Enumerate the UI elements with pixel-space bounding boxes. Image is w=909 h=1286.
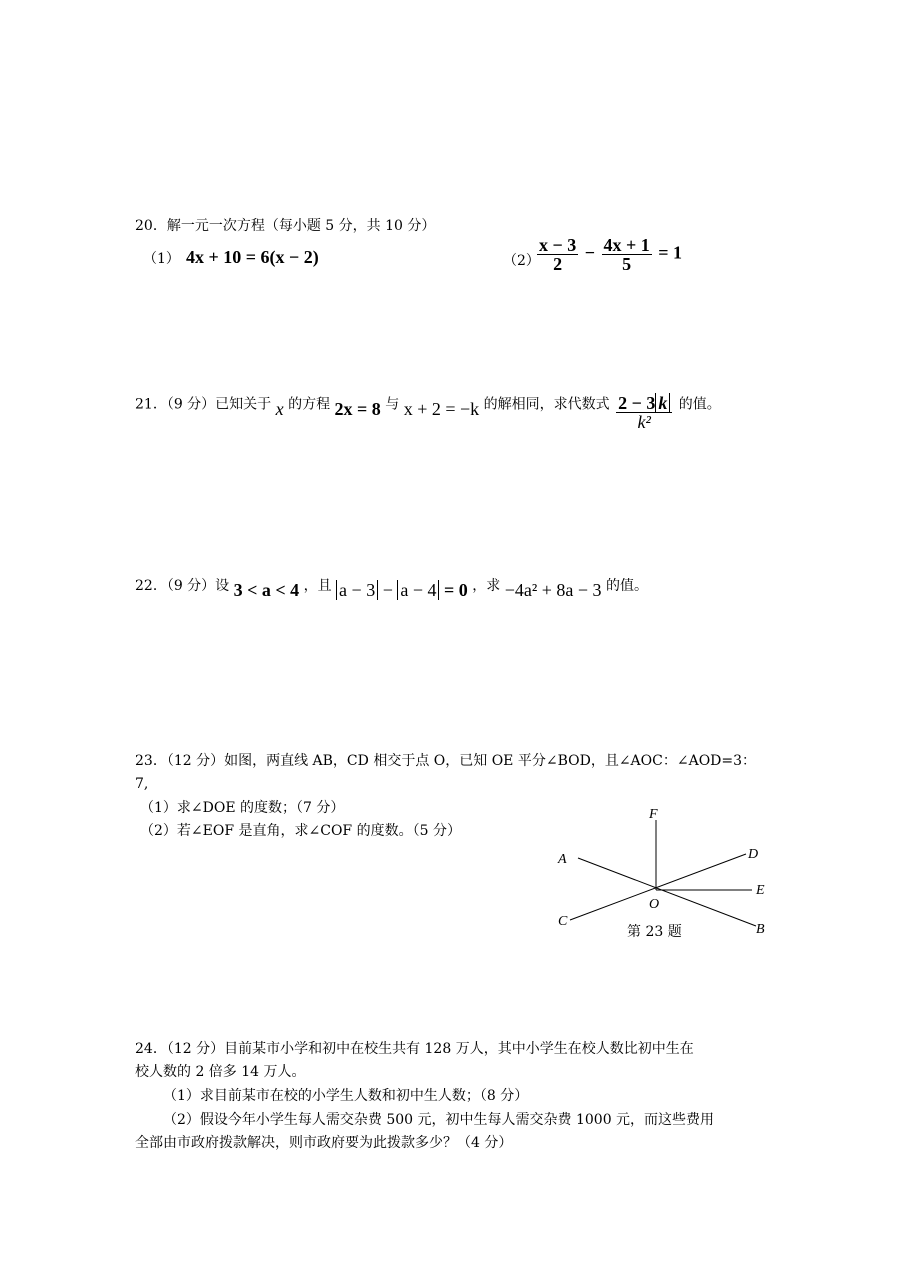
q22-abs2: a − 4 bbox=[397, 580, 439, 600]
q21-variable: x bbox=[275, 398, 284, 419]
q20-frac2-numerator: 4x + 1 bbox=[603, 235, 650, 255]
label-c: C bbox=[558, 914, 568, 929]
q20-rhs: = 1 bbox=[658, 242, 683, 263]
q23-part2: （2）若∠EOF 是直角，求∠COF 的度数。（5 分） bbox=[140, 823, 461, 839]
q22-mid2: ，求 bbox=[472, 578, 501, 594]
q20-frac1-denominator: 2 bbox=[553, 254, 563, 274]
q22-expression: −4a² + 8a − 3 bbox=[504, 580, 602, 600]
q21-equation2: x + 2 = −k bbox=[403, 398, 480, 419]
line-ab bbox=[578, 858, 756, 926]
q21-mid3: 的解相同，求代数式 bbox=[483, 396, 610, 413]
q20-part2-equation bbox=[535, 236, 682, 273]
q22-abs1: a − 3 bbox=[336, 580, 378, 600]
q23-line2: 7, bbox=[135, 776, 149, 792]
q20-header: 20．解一元一次方程（每小题 5 分，共 10 分） bbox=[135, 218, 436, 234]
q21-frac-denominator: k² bbox=[637, 412, 651, 432]
q21-text bbox=[135, 386, 721, 432]
q20-frac1-numerator: x − 3 bbox=[539, 235, 577, 255]
label-a: A bbox=[558, 852, 567, 867]
q23-part1: （1）求∠DOE 的度数；（7 分） bbox=[140, 800, 345, 816]
q22-mid1: ，且 bbox=[303, 578, 332, 594]
q24-part1: （1）求目前某市在校的小学生人数和初中生人数；（8 分） bbox=[163, 1088, 529, 1104]
label-o: O bbox=[649, 897, 660, 912]
q21-frac-numerator-abs: k bbox=[655, 393, 670, 413]
q23-line1: 23．（12 分）如图，两直线 AB，CD 相交于点 O，已知 OE 平分∠BOD，且∠AOC：∠AOD=3： bbox=[135, 753, 757, 769]
label-f: F bbox=[649, 807, 658, 822]
q22-eq0: = 0 bbox=[443, 580, 468, 600]
q24-line2: 校人数的 2 倍多 14 万人。 bbox=[135, 1064, 306, 1080]
q24-line1: 24．（12 分）目前某市小学和初中在校生共有 128 万人，其中小学生在校人数比初中生在 bbox=[135, 1041, 694, 1057]
q22-prefix: 22．（9 分）设 bbox=[135, 578, 230, 594]
q20-minus-sign: − bbox=[584, 242, 596, 263]
q23-figure bbox=[548, 798, 778, 943]
q21-mid2: 与 bbox=[385, 396, 400, 413]
q20-part2-label: （2） bbox=[503, 253, 540, 269]
q22-text bbox=[135, 575, 648, 600]
figure-caption: 第 23 题 bbox=[627, 924, 682, 940]
q22-inequality: 3 < a < 4 bbox=[233, 580, 300, 600]
q24-part2a: （2）假设今年小学生每人需交杂费 500 元，初中生每人需交杂费 1000 元，而这些费用 bbox=[163, 1112, 715, 1128]
q20-frac2-denominator: 5 bbox=[622, 254, 632, 274]
q22-suffix: 的值。 bbox=[606, 578, 648, 594]
q21-suffix: 的值。 bbox=[678, 396, 721, 413]
q21-prefix: 21．（9 分）已知关于 bbox=[135, 396, 272, 413]
q21-equation1: 2x = 8 bbox=[334, 398, 381, 419]
q24-part2b: 全部由市政府拨款解决，则市政府要为此拨款多少？（4 分） bbox=[135, 1135, 513, 1151]
q21-fraction bbox=[616, 394, 672, 431]
q20-part1-label: （1） bbox=[143, 251, 180, 267]
label-e: E bbox=[756, 883, 765, 898]
q21-mid1: 的方程 bbox=[288, 396, 331, 413]
label-d: D bbox=[748, 847, 759, 862]
q22-minus: − bbox=[382, 580, 393, 600]
label-b: B bbox=[756, 922, 765, 937]
q20-part1-equation: 4x + 10 = 6(x − 2) bbox=[186, 247, 319, 267]
q21-frac-numerator-a: 2 − 3 bbox=[618, 393, 656, 413]
